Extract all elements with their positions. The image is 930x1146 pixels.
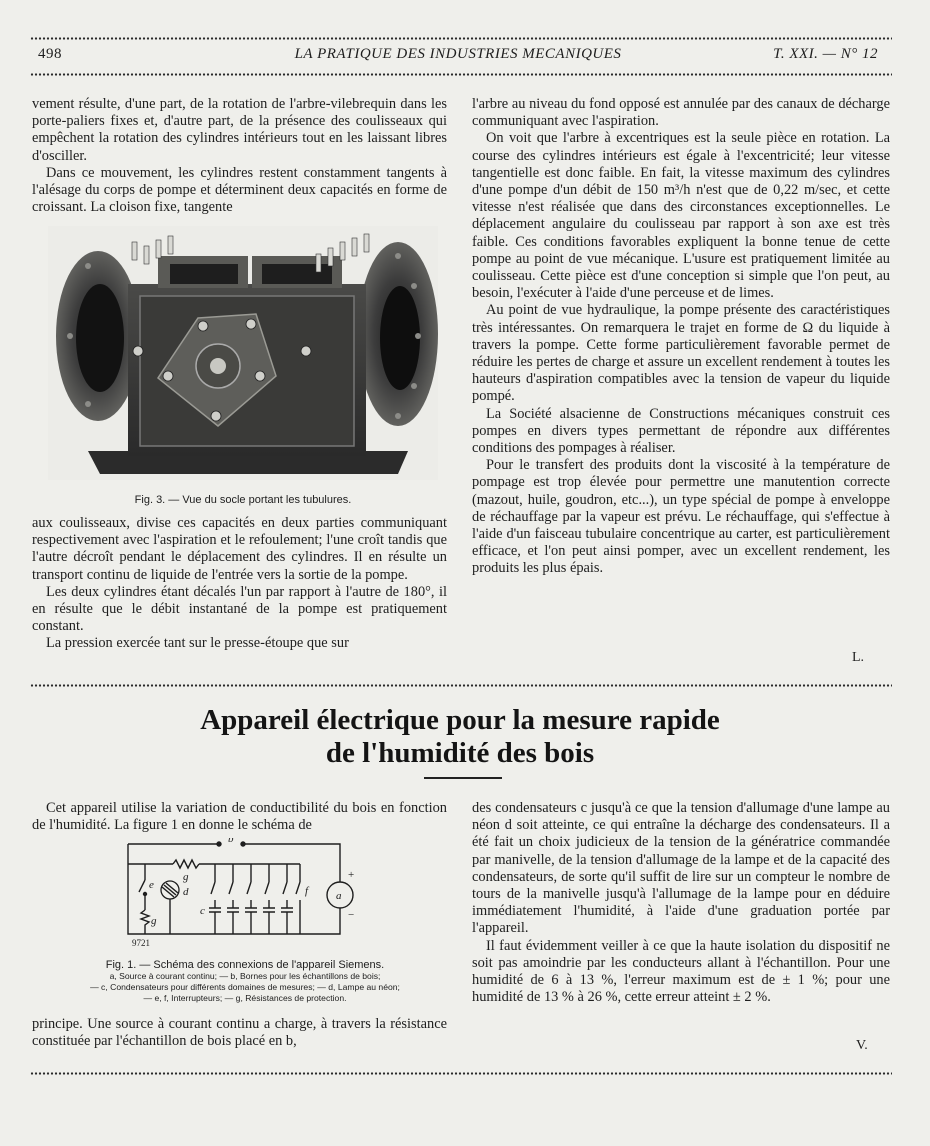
label-d: d [183,886,189,898]
article1-left-bottom [32,515,447,653]
label-a: a [336,890,342,902]
article2-title-line1: Appareil électrique pour la mesure rapide [200,704,720,736]
journal-title: LA PRATIQUE DES INDUSTRIES MECANIQUES [294,46,622,62]
figure-3 [48,226,438,508]
article2-left-top [32,800,447,834]
figure-1-legend-3: — e, f, Interrupteurs; — g, Résistances de protection. [143,993,347,1003]
section-dotted-rule [30,684,892,687]
label-c: c [200,905,205,917]
label-g-bottom: g [151,915,157,927]
issue-number: T. XXI. — N° 12 [773,46,878,62]
article1-signature: L. [852,650,865,665]
page-header [38,44,878,66]
paragraph: des condensateurs c jusqu'à ce que la tension d'allumage d'une lampe au néon d soit atteinte, ce qui entraîne la décharge des condensateurs. Il a été fait un choix judicieux de la tension de la génératrice commandée par manivelle, de la tension d'allumage de la lampe et de la capacité des condensateurs, de sorte qu'il suffit de lire sur un compteur le nombre de tours de la manivelle jusqu'à l'allumage de la lampe pour en déduire immédiatement l'humidité, à l'aide d'une graduation portée par l'appareil. [472,800,890,937]
figure-3-caption: Fig. 3. — Vue du socle portant les tubulures. [134,494,352,506]
label-g-top: g [183,871,189,883]
label-b: b [228,838,234,845]
paragraph: l'arbre au niveau du fond opposé est annulée par des canaux de décharge communiquant avec l'aspiration. [472,96,890,130]
figure-number: 9721 [132,938,150,948]
article1-right [472,96,890,578]
paragraph: Les deux cylindres étant décalés l'un par rapport à l'autre de 180°, il en résulte que le débit instantané de la pompe est pratiquement constant. [32,583,447,635]
label-minus: − [348,909,355,921]
paragraph: Au point de vue hydraulique, la pompe présente des caractéristiques très intéressantes. On remarquera le trajet en forme de Ω du liquide à travers la pompe. Cette forme particulièrement favorable permet de réduire les pertes de charge et assure un excellent rendement à toutes les hauteurs d'aspiration compatibles avec la tension de vapeur du liquide pompé. [472,302,890,405]
paragraph: Pour le transfert des produits dont la viscosité à la température de pompage est trop élevée pour permettre une manutention correcte (mazout, huile, goudron, etc...), un type spécial de pompe à enveloppe de réchauffage par la vapeur est prévu. Le réchauffage, qui s'effectue à l'aide d'un faisceau tubulaire concentrique au carter, est particulièrement efficace, et l'on peut ainsi pomper, avec un excellent rendement, les produits les plus épais. [472,457,890,577]
paragraph: Dans ce mouvement, les cylindres restent constamment tangents à l'alésage du corps de pompe et déterminent deux capacités en forme de croissant. La cloison fixe, tangente [32,164,447,216]
paragraph: Il faut évidemment veiller à ce que la haute isolation du dispositif ne soit pas amoindrie par les conducteurs allant à l'échantillon. Pour une humidité de 6 à 13 %, l'erreur maximum est de ± 1 %; pour une humidité de 13 % à 26 %, cette erreur atteint ± 2 %. [472,937,890,1006]
paragraph: La Société alsacienne de Constructions mécaniques construit ces pompes en divers types permettant de répondre aux différentes conditions des pompages à réaliser. [472,405,890,457]
article2-title-line2: de l'humidité des bois [325,737,595,769]
figure-1 [70,838,420,1010]
article2-left-bottom [32,1016,447,1050]
figure-1-legend-2: — c, Condensateurs pour différents domaines de mesures; — d, Lampe au néon; [90,982,400,992]
circuit-schematic [70,838,420,950]
paragraph: Cet appareil utilise la variation de conductibilité du bois en fonction de l'humidité. La figure 1 en donne le schéma de [32,800,447,834]
article2-signature: V. [856,1038,868,1053]
pump-base-photo [48,226,438,480]
article2-title [90,704,830,770]
label-plus: + [348,869,355,881]
page-number: 498 [38,46,62,62]
label-f: f [305,885,309,897]
paragraph: aux coulisseaux, divise ces capacités en deux parties communiquant respectivement avec l'aspiration et le refoulement; l'une croît tandis que l'autre décroît pendant le déplacement des cylindres. Il en résulte un transport continu de liquide de l'entrée vers la sortie de la pompe. [32,515,447,583]
figure-1-legend-1: a, Source à courant continu; — b, Bornes pour les échantillons de bois; [109,971,381,981]
paragraph: On voit que l'arbre à excentriques est la seule pièce en rotation. La course des cylindres intérieurs est égale à l'excentricité; leur vitesse tangentielle est donc faible. En fait, la vitesse maximum des cylindres d'une pompe d'un débit de 150 m³/h n'est que de 0,22 m/sec, et cette vitesse n'est réalisée que dans des circonstances exceptionnelles. Le déplacement angulaire du coulisseau par rapport à son axe est très faible. Ces conditions favorables expliquent la bonne tenue de cette pompe au point de vue mécanique. L'usure est pratiquement limitée au coulisseau. Cette pièce est d'une conception si simple que l'on peut, au besoin, l'exécuter à l'aide d'une perceuse et de limes. [472,130,890,302]
label-e: e [149,879,154,891]
paragraph: La pression exercée tant sur le presse-étoupe que sur [46,635,349,652]
figure-1-caption: Fig. 1. — Schéma des connexions de l'appareil Siemens. [105,959,385,971]
paragraph: vement résulte, d'une part, de la rotation de l'arbre-vilebrequin dans les porte-paliers fixes et, d'autre part, de la présence des coulisseaux qui empêchent la rotation des cylindres intérieurs tout en les laissant libres d'osciller. [32,96,447,164]
top-dotted-rule [30,37,892,40]
paragraph: principe. Une source à courant continu a charge, à travers la résistance constituée par l'échantillon de bois placé en b, [32,1016,447,1050]
header-dotted-rule [30,73,892,76]
bottom-dotted-rule [30,1072,892,1075]
article2-right [472,800,890,1006]
article1-left-top [32,96,447,216]
title-underline [424,777,502,779]
